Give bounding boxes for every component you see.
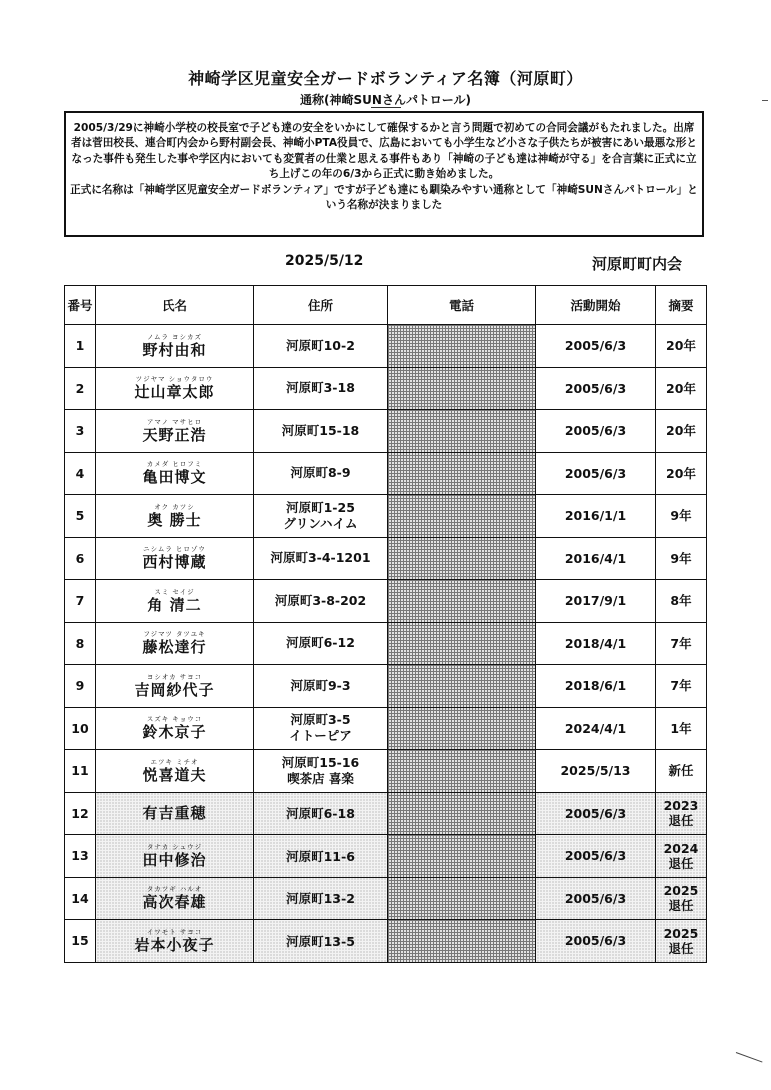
address-cell xyxy=(254,580,388,623)
row-number: 8 xyxy=(65,622,96,665)
note-retired: 退任 xyxy=(668,898,694,914)
member-name-cell xyxy=(96,495,254,538)
member-name-cell xyxy=(96,792,254,835)
member-name: 有吉重穂 xyxy=(142,804,207,823)
address-cell xyxy=(254,325,388,368)
start-date: 2025/5/13 xyxy=(536,750,656,793)
table-row xyxy=(65,325,707,368)
volunteer-roster-table xyxy=(64,285,707,963)
address: 河原町3-5 xyxy=(290,712,351,728)
phone-redacted xyxy=(388,495,536,538)
table-row xyxy=(65,452,707,495)
note-retired: 退任 xyxy=(668,813,694,829)
phone-redacted xyxy=(388,537,536,580)
member-name: 鈴木京子 xyxy=(142,723,207,742)
member-kana: ノムラ ヨシカズ xyxy=(146,332,203,341)
table-row xyxy=(65,877,707,920)
start-date: 2005/6/3 xyxy=(536,410,656,453)
start-date: 2005/6/3 xyxy=(536,792,656,835)
member-name: 西村博蔵 xyxy=(142,553,207,572)
start-date: 2005/6/3 xyxy=(536,452,656,495)
table-row xyxy=(65,537,707,580)
row-number: 3 xyxy=(65,410,96,453)
member-name: 高次春雄 xyxy=(142,893,207,912)
start-date: 2018/6/1 xyxy=(536,665,656,708)
table-row xyxy=(65,835,707,878)
member-kana: オク カツシ xyxy=(154,502,195,511)
row-number: 11 xyxy=(65,750,96,793)
phone-redacted xyxy=(388,750,536,793)
member-name-cell xyxy=(96,325,254,368)
note-cell xyxy=(656,665,707,708)
note-cell xyxy=(656,367,707,410)
note: 8年 xyxy=(670,593,692,609)
table-row xyxy=(65,580,707,623)
address: 河原町15-18 xyxy=(281,422,360,438)
member-name: 角 清二 xyxy=(147,595,202,614)
note-cell xyxy=(656,750,707,793)
address-cell xyxy=(254,920,388,963)
note-cell xyxy=(656,792,707,835)
note: 20年 xyxy=(666,423,696,439)
note: 2025 xyxy=(663,883,699,899)
address-cell xyxy=(254,410,388,453)
address: 河原町3-8-202 xyxy=(274,592,367,608)
header-phone: 電話 xyxy=(388,286,536,325)
member-name: 天野正浩 xyxy=(142,425,207,444)
member-kana: ヨシオカ サヨコ xyxy=(146,672,203,681)
row-number: 1 xyxy=(65,325,96,368)
member-name-cell xyxy=(96,750,254,793)
start-date: 2005/6/3 xyxy=(536,835,656,878)
member-name: 岩本小夜子 xyxy=(134,935,215,954)
address: 河原町3-18 xyxy=(286,380,355,396)
page-subtitle: 通称(神崎SUNさんパトロール) xyxy=(300,93,471,107)
member-name-cell xyxy=(96,452,254,495)
member-name-cell xyxy=(96,410,254,453)
address-cell xyxy=(254,622,388,665)
member-kana: アマノ マサヒロ xyxy=(146,417,203,426)
member-name: 悦喜道夫 xyxy=(142,765,207,784)
member-name: 吉岡紗代子 xyxy=(134,680,215,699)
address-cell xyxy=(254,750,388,793)
address: 河原町15-16 xyxy=(281,754,360,770)
roster-body xyxy=(65,325,707,963)
phone-redacted xyxy=(388,410,536,453)
address: 河原町13-2 xyxy=(286,891,355,907)
phone-redacted xyxy=(388,792,536,835)
table-header-row xyxy=(65,286,707,325)
member-kana: タカツギ ハルオ xyxy=(146,885,203,894)
document-date: 2025/5/12 xyxy=(285,253,364,269)
address-cell xyxy=(254,537,388,580)
note: 2023 xyxy=(663,798,699,814)
table-row xyxy=(65,750,707,793)
note: 20年 xyxy=(666,380,696,396)
member-name: 田中修治 xyxy=(142,850,207,869)
row-number: 13 xyxy=(65,835,96,878)
note: 20年 xyxy=(666,465,696,481)
note: 7年 xyxy=(670,635,692,651)
address: 河原町6-12 xyxy=(286,635,355,651)
note-cell xyxy=(656,707,707,750)
address-building: グリンハイム xyxy=(283,515,358,531)
note-cell xyxy=(656,580,707,623)
note: 9年 xyxy=(670,508,692,524)
start-date: 2005/6/3 xyxy=(536,325,656,368)
edge-mark xyxy=(762,100,768,101)
header-start-date: 活動開始 xyxy=(536,286,656,325)
member-name-cell xyxy=(96,877,254,920)
phone-redacted xyxy=(388,920,536,963)
address-cell xyxy=(254,367,388,410)
intro-paragraph-1: 2005/3/29に神崎小学校の校長室で子ども達の安全をいかにして確保するかと言う問題で初めての合同会議がもたれました。出席者は菅田校長、連合町内会から野村副会長、神崎小PTA役員で、広島においても小学生など小さな子供たちが被害にあい最悪な形となった事件も発生した事や学区内においても変質者の仕業と思える事件もあり「神崎の子ども達は神崎が守る」を合言葉に正式に立ち上げこの年の6/3から正式に動き始めました。 xyxy=(71,122,697,181)
note-cell xyxy=(656,325,707,368)
address-cell xyxy=(254,877,388,920)
note: 2024 xyxy=(663,840,699,856)
note-cell xyxy=(656,495,707,538)
row-number: 5 xyxy=(65,495,96,538)
member-kana: ツジヤマ ショウタロウ xyxy=(135,375,214,384)
phone-redacted xyxy=(388,877,536,920)
phone-redacted xyxy=(388,665,536,708)
row-number: 4 xyxy=(65,452,96,495)
member-kana: スミ セイジ xyxy=(154,587,195,596)
start-date: 2024/4/1 xyxy=(536,707,656,750)
note-cell xyxy=(656,452,707,495)
table-row xyxy=(65,665,707,708)
note: 新任 xyxy=(668,763,694,779)
member-name: 亀田博文 xyxy=(142,468,207,487)
table-row xyxy=(65,622,707,665)
header-address: 住所 xyxy=(254,286,388,325)
address-cell xyxy=(254,452,388,495)
member-name: 野村由和 xyxy=(142,340,207,359)
note: 7年 xyxy=(670,678,692,694)
note-cell xyxy=(656,877,707,920)
start-date: 2005/6/3 xyxy=(536,367,656,410)
address-cell xyxy=(254,707,388,750)
member-name-cell xyxy=(96,665,254,708)
address-cell xyxy=(254,835,388,878)
row-number: 14 xyxy=(65,877,96,920)
table-row xyxy=(65,367,707,410)
intro-box xyxy=(64,111,704,237)
phone-redacted xyxy=(388,835,536,878)
intro-paragraph-2: 正式に名称は「神崎学区児童安全ガードボランティア」ですが子ども達にも馴染みやすい通称として「神崎SUNさんパトロール」という名称が決まりました xyxy=(70,183,698,212)
note-cell xyxy=(656,410,707,453)
address: 河原町6-18 xyxy=(286,806,355,822)
corner-mark xyxy=(736,1052,763,1063)
note-cell xyxy=(656,920,707,963)
member-name-cell xyxy=(96,835,254,878)
member-kana: スズキ キョウコ xyxy=(146,715,203,724)
member-name-cell xyxy=(96,622,254,665)
page-title: 神崎学区児童安全ガードボランティア名簿（河原町） xyxy=(188,69,583,88)
address-cell xyxy=(254,792,388,835)
row-number: 7 xyxy=(65,580,96,623)
header-note: 摘要 xyxy=(656,286,707,325)
header-name: 氏名 xyxy=(96,286,254,325)
phone-redacted xyxy=(388,622,536,665)
row-number: 2 xyxy=(65,367,96,410)
member-kana: タナカ シュウジ xyxy=(146,842,203,851)
note-cell xyxy=(656,537,707,580)
phone-redacted xyxy=(388,580,536,623)
member-name: 藤松達行 xyxy=(142,638,207,657)
address: 河原町8-9 xyxy=(290,465,351,481)
member-kana: ニシムラ ヒロゾウ xyxy=(143,545,206,554)
address-cell xyxy=(254,665,388,708)
phone-redacted xyxy=(388,367,536,410)
phone-redacted xyxy=(388,325,536,368)
row-number: 10 xyxy=(65,707,96,750)
note: 9年 xyxy=(670,550,692,566)
row-number: 12 xyxy=(65,792,96,835)
member-kana: フジマツ タツユキ xyxy=(143,630,206,639)
address-building: 喫茶店 喜楽 xyxy=(287,770,354,786)
start-date: 2005/6/3 xyxy=(536,877,656,920)
start-date: 2017/9/1 xyxy=(536,580,656,623)
member-name-cell xyxy=(96,537,254,580)
note: 20年 xyxy=(666,338,696,354)
row-number: 6 xyxy=(65,537,96,580)
member-kana: イワモト サヨコ xyxy=(146,927,203,936)
note-retired: 退任 xyxy=(668,940,694,956)
table-row xyxy=(65,920,707,963)
address: 河原町10-2 xyxy=(286,337,355,353)
member-name-cell xyxy=(96,580,254,623)
member-name-cell xyxy=(96,367,254,410)
start-date: 2005/6/3 xyxy=(536,920,656,963)
address: 河原町13-5 xyxy=(286,933,355,949)
phone-redacted xyxy=(388,707,536,750)
table-row xyxy=(65,792,707,835)
row-number: 9 xyxy=(65,665,96,708)
header-number: 番号 xyxy=(65,286,96,325)
member-kana: カメダ ヒロフミ xyxy=(146,460,203,469)
note-cell xyxy=(656,835,707,878)
address-cell xyxy=(254,495,388,538)
start-date: 2018/4/1 xyxy=(536,622,656,665)
address-building: イトーピア xyxy=(289,728,352,744)
note-cell xyxy=(656,622,707,665)
address: 河原町3-4-1201 xyxy=(270,550,371,566)
address: 河原町1-25 xyxy=(286,499,355,515)
member-name-cell xyxy=(96,707,254,750)
member-name: 辻山章太郎 xyxy=(134,383,215,402)
address: 河原町9-3 xyxy=(290,677,351,693)
note: 2025 xyxy=(663,925,699,941)
phone-redacted xyxy=(388,452,536,495)
table-row xyxy=(65,495,707,538)
note: 1年 xyxy=(670,720,692,736)
table-row xyxy=(65,410,707,453)
start-date: 2016/4/1 xyxy=(536,537,656,580)
address: 河原町11-6 xyxy=(286,848,355,864)
table-row xyxy=(65,707,707,750)
member-kana: エツキ ミチオ xyxy=(150,757,199,766)
association-name: 河原町町内会 xyxy=(592,255,683,273)
start-date: 2016/1/1 xyxy=(536,495,656,538)
member-name-cell xyxy=(96,920,254,963)
subtitle-underline xyxy=(371,107,401,108)
member-name: 奥 勝士 xyxy=(147,510,202,529)
note-retired: 退任 xyxy=(668,855,694,871)
row-number: 15 xyxy=(65,920,96,963)
